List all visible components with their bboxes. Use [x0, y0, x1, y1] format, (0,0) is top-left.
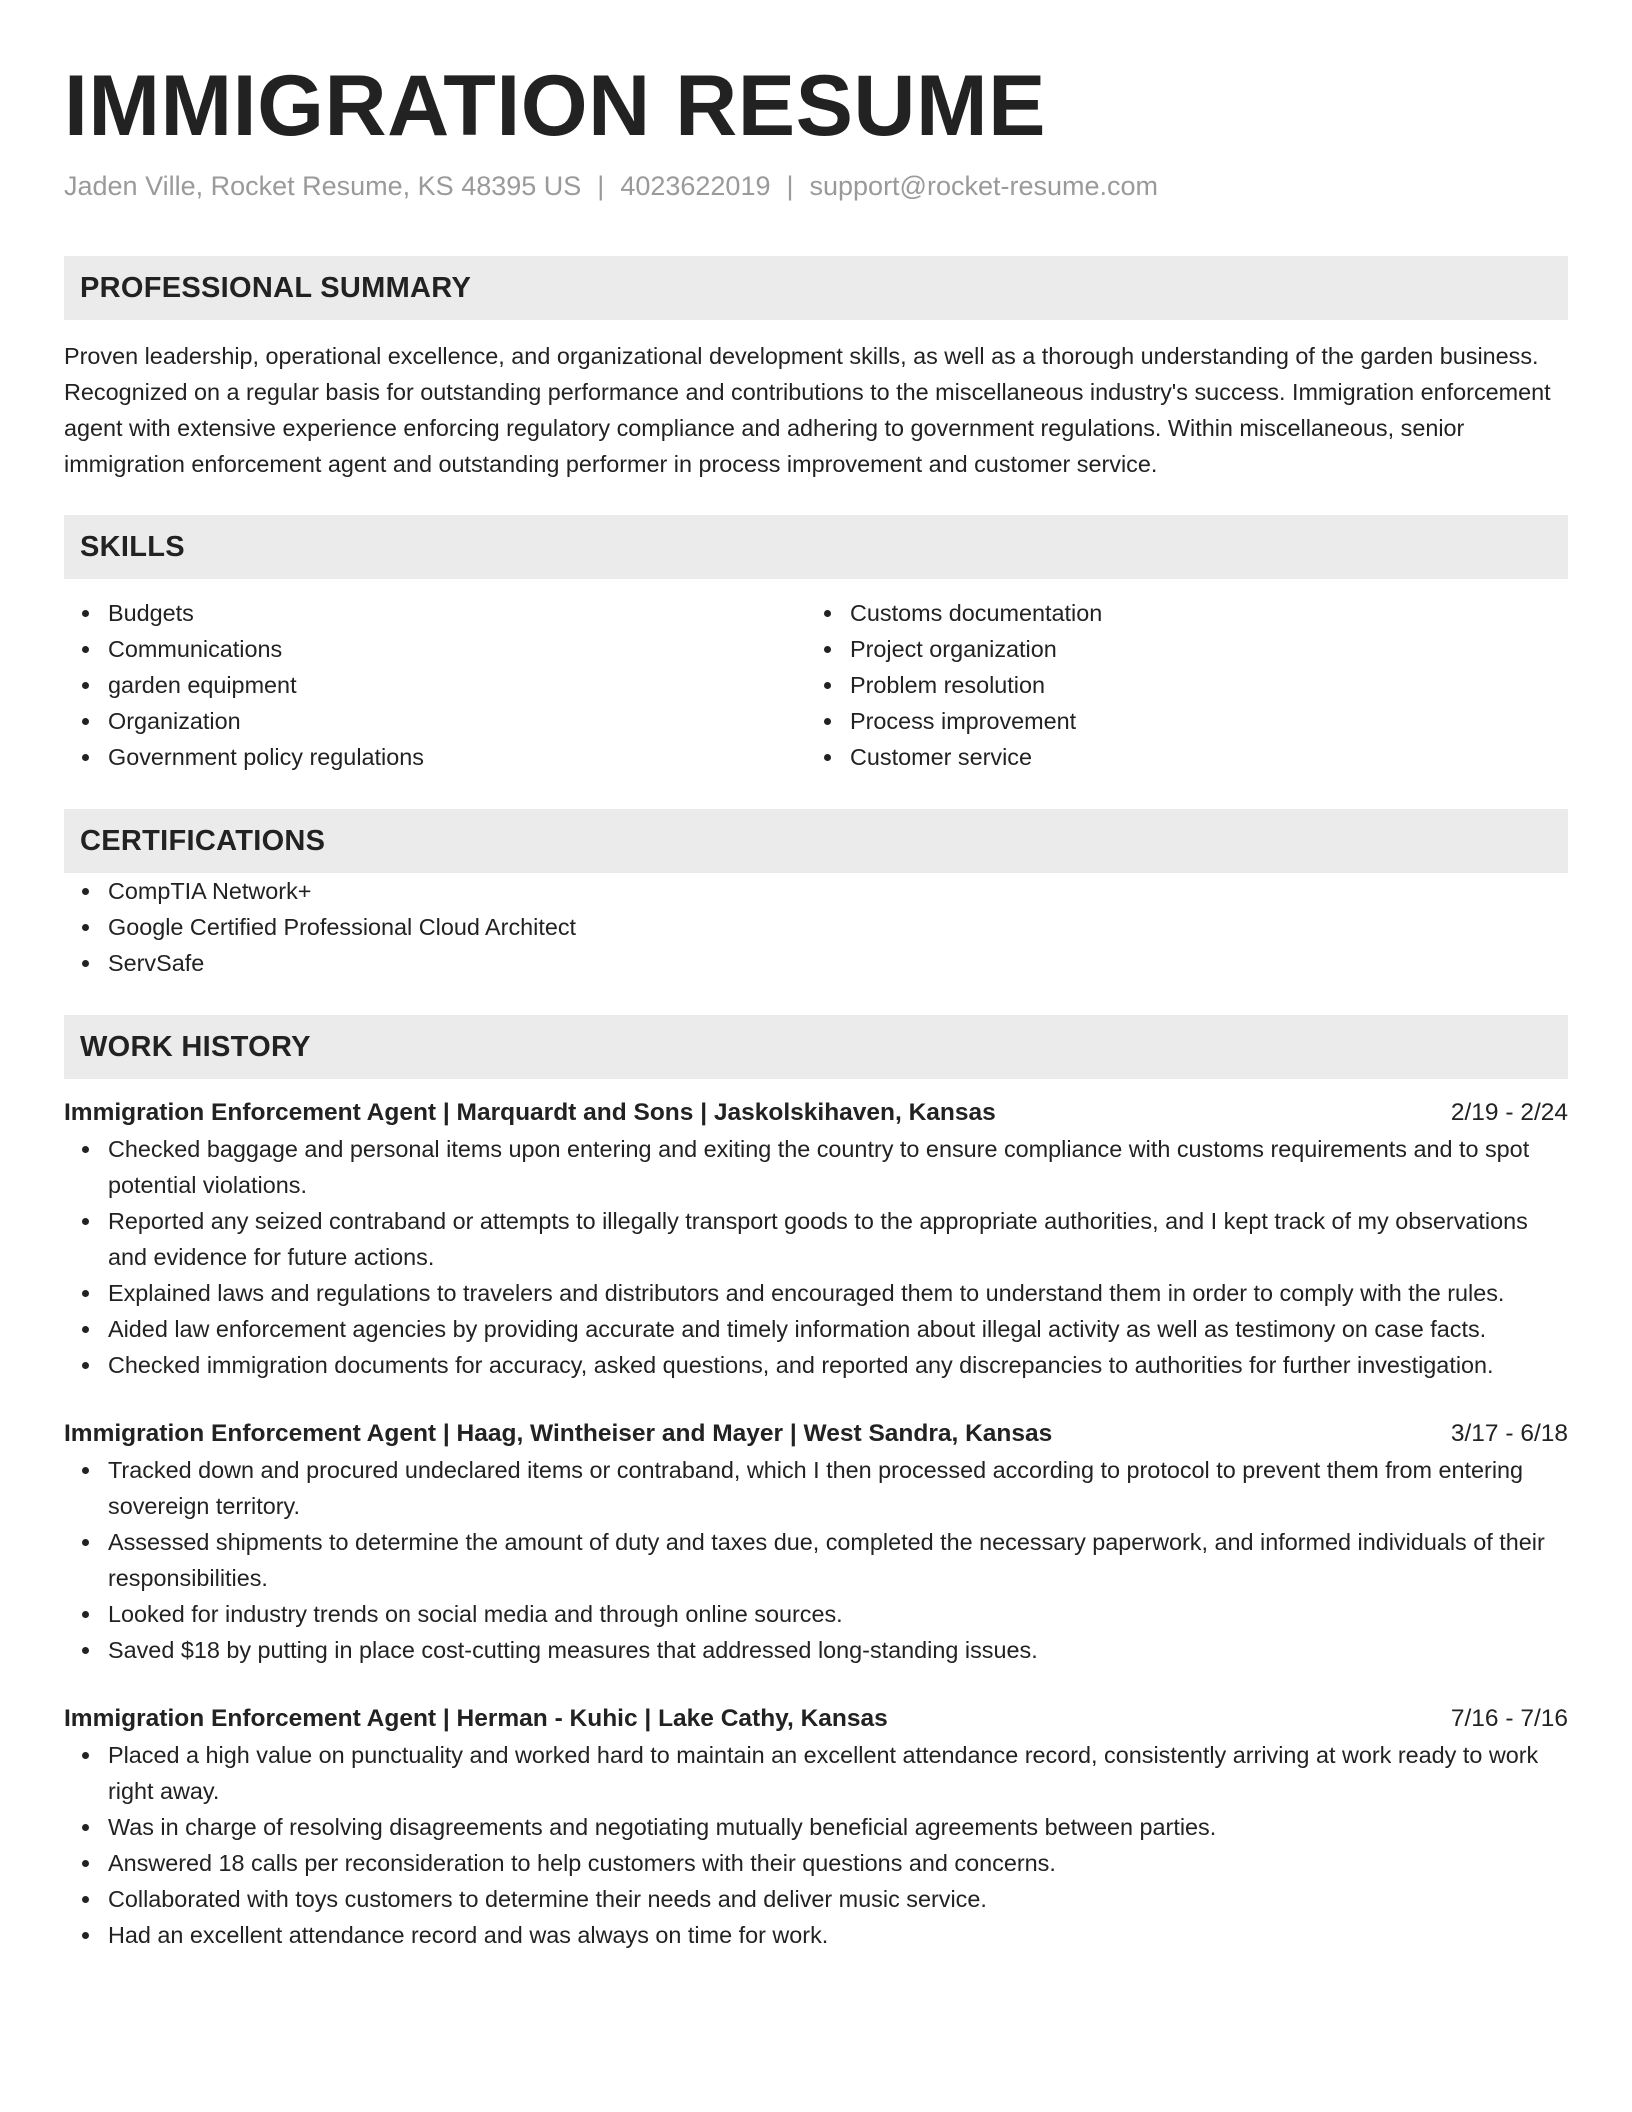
skills-column-right	[806, 595, 1548, 775]
skill-item: Problem resolution	[806, 667, 1548, 703]
job-bullet: Answered 18 calls per reconsideration to help customers with their questions and concerns.	[64, 1845, 1568, 1881]
skill-item: Project organization	[806, 631, 1548, 667]
contact-phone: 4023622019	[620, 171, 771, 201]
job-dates: 2/19 - 2/24	[1450, 1099, 1568, 1126]
resume-page	[64, 0, 1568, 1953]
certification-item: ServSafe	[64, 945, 1568, 981]
job-bullet: Tracked down and procured undeclared items or contraband, which I then processed according to protocol to prevent them from entering sovereign territory.	[64, 1452, 1568, 1524]
skill-item: Government policy regulations	[64, 739, 806, 775]
skill-item: Process improvement	[806, 703, 1548, 739]
job-bullet: Collaborated with toys customers to determine their needs and deliver music service.	[64, 1881, 1568, 1917]
section-heading-summary: PROFESSIONAL SUMMARY	[64, 256, 1568, 320]
job-title: Immigration Enforcement Agent | Marquardt and Sons | Jaskolskihaven, Kansas	[64, 1099, 996, 1126]
job-bullet: Checked baggage and personal items upon entering and exiting the country to ensure compliance with customs requirements and to spot potential violations.	[64, 1131, 1568, 1203]
section-heading-work-history: WORK HISTORY	[64, 1015, 1568, 1079]
job-bullet: Was in charge of resolving disagreements and negotiating mutually beneficial agreements between parties.	[64, 1809, 1568, 1845]
contact-address: Jaden Ville, Rocket Resume, KS 48395 US	[64, 171, 582, 201]
job-bullets	[64, 1452, 1568, 1668]
job-bullets	[64, 1737, 1568, 1953]
job-header	[64, 1095, 1568, 1131]
skill-item: Budgets	[64, 595, 806, 631]
job-entry	[64, 1701, 1568, 1953]
skills-column-left	[64, 595, 806, 775]
skill-item: Organization	[64, 703, 806, 739]
job-dates: 7/16 - 7/16	[1450, 1705, 1568, 1732]
certification-item: CompTIA Network+	[64, 873, 1568, 909]
certification-item: Google Certified Professional Cloud Architect	[64, 909, 1568, 945]
job-bullet: Assessed shipments to determine the amount of duty and taxes due, completed the necessary paperwork, and informed individuals of their responsibilities.	[64, 1524, 1568, 1596]
job-bullet: Explained laws and regulations to travelers and distributors and encouraged them to understand them in order to comply with the rules.	[64, 1275, 1568, 1311]
skill-item: Customs documentation	[806, 595, 1548, 631]
job-entry	[64, 1095, 1568, 1383]
summary-text: Proven leadership, operational excellence, and organizational development skills, as well as a thorough understanding of the garden business. Recognized on a regular basis for outstanding performance and contributions to the miscellaneous industry's success. Immigration enforcement agent with extensive experience enforcing regulatory compliance and adhering to government regulations. Within miscellaneous, senior immigration enforcement agent and outstanding performer in process improvement and customer service.	[64, 343, 1551, 477]
certifications-list	[64, 873, 1568, 981]
job-bullet: Aided law enforcement agencies by providing accurate and timely information about illegal activity as well as testimony on case facts.	[64, 1311, 1568, 1347]
job-dates: 3/17 - 6/18	[1450, 1420, 1568, 1447]
skills-list-left	[64, 595, 806, 775]
job-bullets	[64, 1131, 1568, 1383]
job-title: Immigration Enforcement Agent | Haag, Wintheiser and Mayer | West Sandra, Kansas	[64, 1420, 1053, 1447]
skill-item: Communications	[64, 631, 806, 667]
contact-line	[64, 168, 1568, 204]
contact-separator: |	[786, 171, 794, 201]
job-entry	[64, 1416, 1568, 1668]
contact-separator: |	[597, 171, 605, 201]
section-heading-certifications: CERTIFICATIONS	[64, 809, 1568, 873]
job-bullet: Looked for industry trends on social media and through online sources.	[64, 1596, 1568, 1632]
job-header	[64, 1416, 1568, 1452]
skills-grid	[64, 595, 1568, 775]
contact-email: support@rocket-resume.com	[809, 171, 1159, 201]
skills-list-right	[806, 595, 1548, 775]
job-bullet: Reported any seized contraband or attempts to illegally transport goods to the appropriate authorities, and I kept track of my observations and evidence for future actions.	[64, 1203, 1568, 1275]
section-heading-skills: SKILLS	[64, 515, 1568, 579]
skill-item: garden equipment	[64, 667, 806, 703]
job-title: Immigration Enforcement Agent | Herman - Kuhic | Lake Cathy, Kansas	[64, 1705, 888, 1732]
resume-title: IMMIGRATION RESUME	[64, 58, 1047, 154]
job-header	[64, 1701, 1568, 1737]
skill-item: Customer service	[806, 739, 1548, 775]
job-bullet: Had an excellent attendance record and was always on time for work.	[64, 1917, 1568, 1953]
job-bullet: Checked immigration documents for accuracy, asked questions, and reported any discrepancies to authorities for further investigation.	[64, 1347, 1568, 1383]
job-bullet: Saved $18 by putting in place cost-cutting measures that addressed long-standing issues.	[64, 1632, 1568, 1668]
job-bullet: Placed a high value on punctuality and worked hard to maintain an excellent attendance record, consistently arriving at work ready to work right away.	[64, 1737, 1568, 1809]
